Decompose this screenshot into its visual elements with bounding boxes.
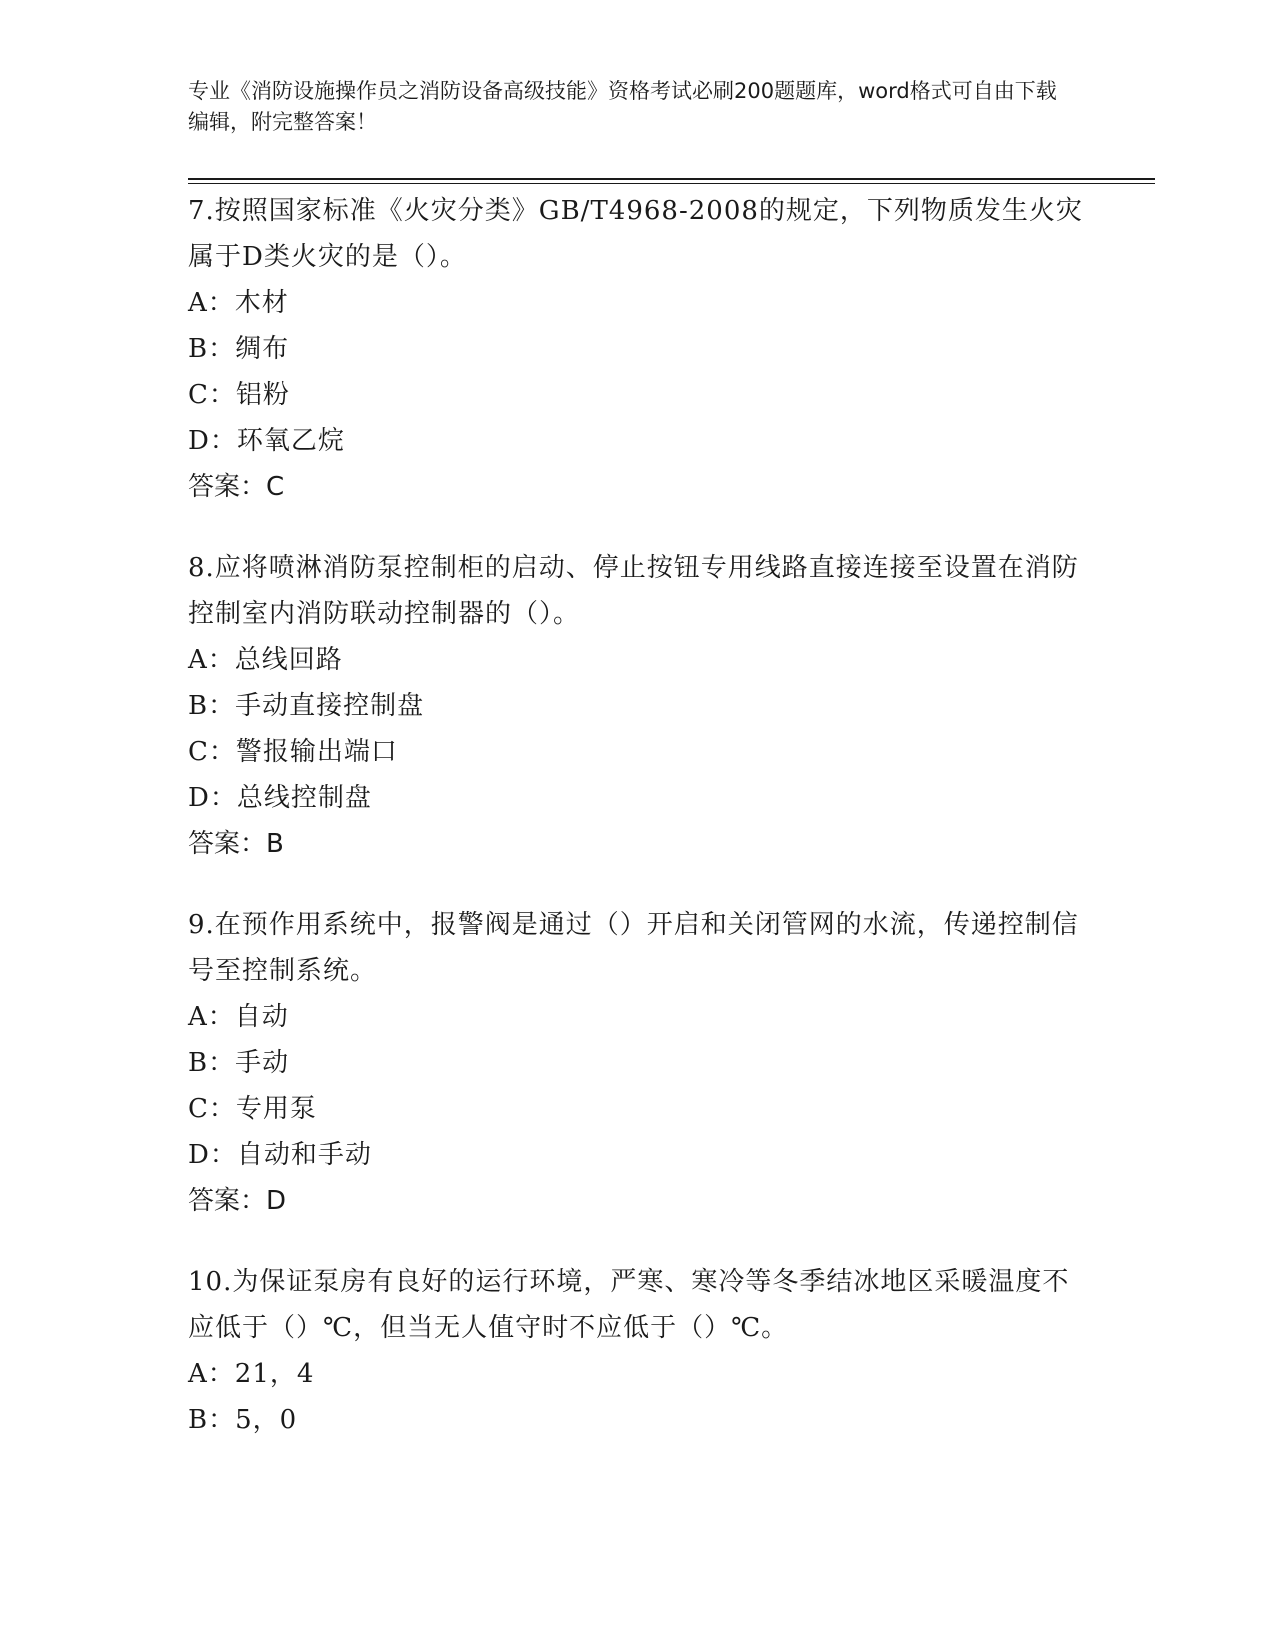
- option-b: B：5，0: [188, 1405, 298, 1435]
- option-c: C：铝粉: [188, 380, 290, 410]
- header-divider-thick: [188, 178, 1155, 180]
- option-d: D：自动和手动: [188, 1140, 372, 1170]
- question-9: [188, 902, 1088, 1224]
- question-stem: 9.在预作用系统中，报警阀是通过（）开启和关闭管网的水流，传递控制信号至控制系统。: [188, 910, 1079, 986]
- option-d: D：总线控制盘: [188, 783, 372, 813]
- question-8: [188, 545, 1088, 867]
- question-stem: 8.应将喷淋消防泵控制柜的启动、停止按钮专用线路直接连接至设置在消防控制室内消防联动控制器的（）。: [188, 553, 1079, 629]
- question-7: [188, 188, 1088, 510]
- question-stem: 10.为保证泵房有良好的运行环境，严寒、寒冷等冬季结冰地区采暖温度不应低于（）℃，但当无人值守时不应低于（）℃。: [188, 1267, 1070, 1343]
- question-10: [188, 1259, 1088, 1443]
- answer-line: 答案：D: [188, 1186, 287, 1216]
- header-divider-thin: [188, 183, 1155, 184]
- question-stem: 7.按照国家标准《火灾分类》GB/T4968-2008的规定，下列物质发生火灾属于D类火灾的是（）。: [188, 196, 1083, 272]
- option-a: A：自动: [188, 1002, 289, 1032]
- answer-line: 答案：B: [188, 829, 284, 859]
- option-a: A：21，4: [188, 1359, 315, 1389]
- option-a: A：木材: [188, 288, 289, 318]
- option-b: B：手动直接控制盘: [188, 691, 425, 721]
- option-c: C：专用泵: [188, 1094, 317, 1124]
- document-header-text: 专业《消防设施操作员之消防设备高级技能》资格考试必刷200题题库，word格式可自由下载编辑，附完整答案！: [188, 79, 1057, 134]
- answer-line: 答案：C: [188, 472, 285, 502]
- option-a: A：总线回路: [188, 645, 343, 675]
- option-d: D：环氧乙烷: [188, 426, 345, 456]
- option-b: B：手动: [188, 1048, 290, 1078]
- question-list: [188, 188, 1088, 1478]
- option-c: C：警报输出端口: [188, 737, 398, 767]
- option-b: B：绸布: [188, 334, 290, 364]
